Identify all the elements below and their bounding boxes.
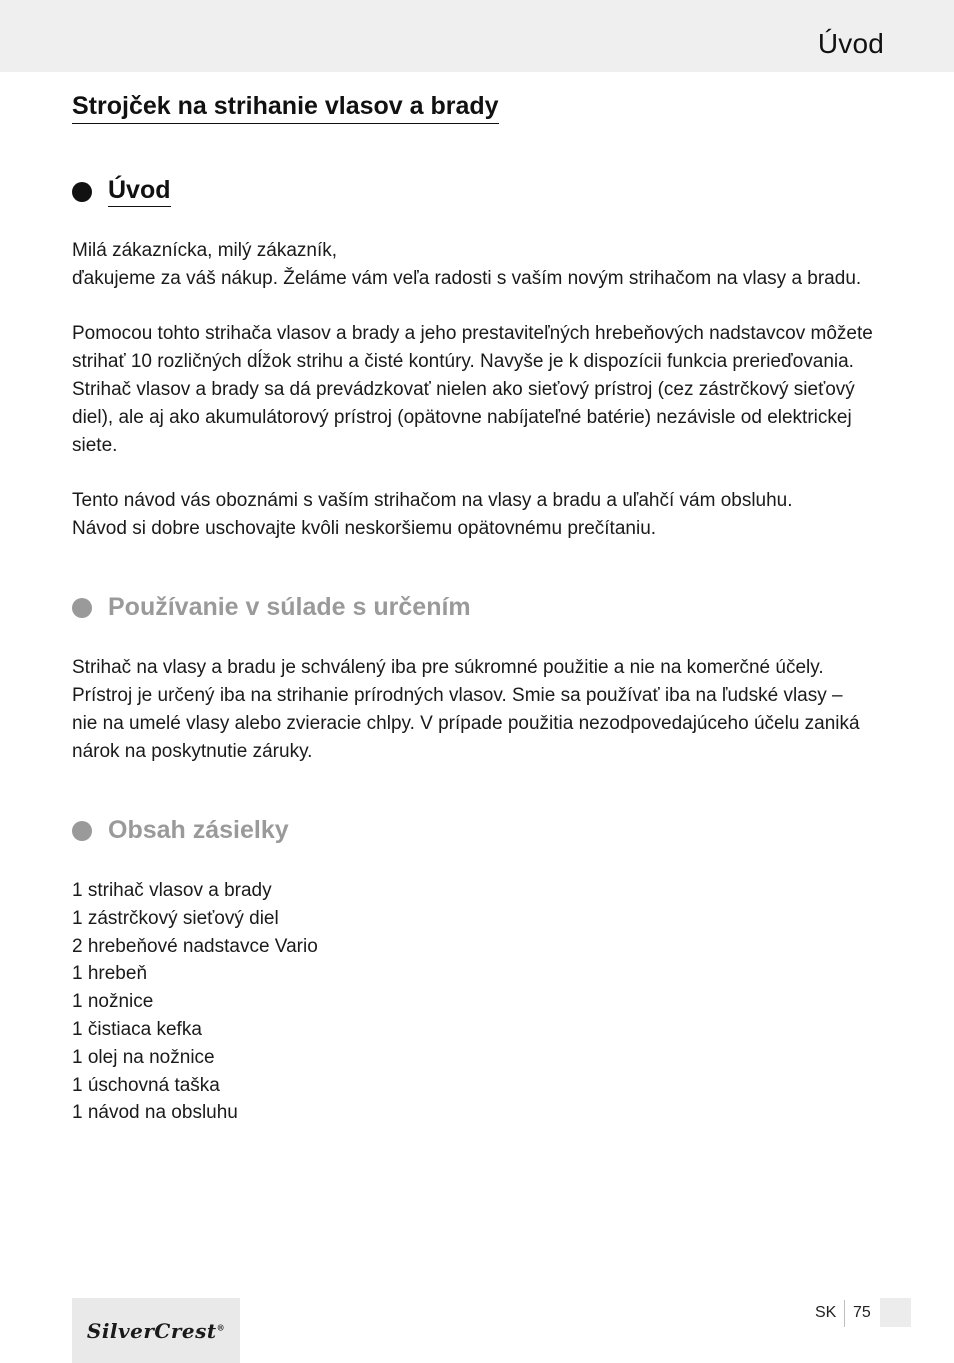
- text-line: nárok na poskytnutie záruky.: [72, 741, 313, 762]
- text-line: Strihač na vlasy a bradu je schválený iba pre súkromné použitie a nie na komerčné účely.: [72, 657, 824, 678]
- usage-paragraph: [72, 654, 887, 766]
- document-title: Strojček na strihanie vlasov a brady: [72, 92, 499, 124]
- intro-paragraph-1: [72, 237, 887, 293]
- section-heading-intro: [72, 176, 171, 207]
- section-heading-usage: [72, 593, 471, 622]
- brand-logo: [72, 1298, 240, 1363]
- list-item: 1 hrebeň: [72, 963, 148, 985]
- text-line: diel), ale aj ako akumulátorový prístroj (opätovne nabíjateľné batérie) nezávisle od elektrickej: [72, 407, 852, 428]
- list-item: 1 nožnice: [72, 991, 154, 1013]
- list-item: 1 zástrčkový sieťový diel: [72, 907, 279, 929]
- registered-mark: ®: [216, 1321, 226, 1332]
- text-line: Prístroj je určený iba na strihanie prírodných vlasov. Smie sa používať iba na ľudské vlasy –: [72, 685, 843, 706]
- list-item: 1 olej na nožnice: [72, 1046, 215, 1068]
- logo-wordmark: SilverCrest: [86, 1318, 217, 1343]
- text-line: Pomocou tohto strihača vlasov a brady a jeho prestaviteľných hrebeňových nadstavcov môžete: [72, 323, 873, 344]
- section-title-usage: Používanie v súlade s určením: [108, 593, 471, 621]
- logo-text: [87, 1319, 225, 1343]
- text-line: siete.: [72, 435, 118, 456]
- text-line: Milá zákaznícka, milý zákazník,: [72, 240, 338, 261]
- language-code: SK: [815, 1304, 837, 1321]
- text-line: nie na umelé vlasy alebo zvieracie chlpy. V prípade použitia nezodpovedajúceho účelu zaniká: [72, 713, 860, 734]
- list-item: 1 úschovná taška: [72, 1074, 220, 1096]
- list-item: 1 návod na obsluhu: [72, 1102, 238, 1124]
- footer-divider: [844, 1300, 845, 1327]
- text-line: ďakujeme za váš nákup. Želáme vám veľa radosti s vaším novým strihačom na vlasy a bradu.: [72, 268, 862, 289]
- list-item: 1 čistiaca kefka: [72, 1018, 202, 1040]
- list-item: 2 hrebeňové nadstavce Vario: [72, 935, 318, 957]
- contents-list: [72, 877, 318, 1127]
- bullet-icon: [72, 598, 92, 618]
- list-item: 1 strihač vlasov a brady: [72, 880, 272, 901]
- section-heading-contents: [72, 816, 289, 845]
- header-band: [0, 0, 954, 72]
- footer-tab: [880, 1298, 911, 1327]
- bullet-icon: [72, 821, 92, 841]
- intro-paragraph-3: [72, 487, 887, 543]
- text-line: strihať 10 rozličných dĺžok strihu a čisté kontúry. Navyše je k dispozícii funkcia prerieďovania.: [72, 351, 854, 372]
- text-line: Návod si dobre uschovajte kvôli neskoršiemu opätovnému prečítaniu.: [72, 518, 657, 539]
- text-line: Strihač vlasov a brady sa dá prevádzkovať nielen ako sieťový prístroj (cez zástrčkový sieťový: [72, 379, 855, 400]
- page-number: 75: [853, 1304, 871, 1321]
- header-title: Úvod: [817, 28, 884, 59]
- bullet-icon: [72, 182, 92, 202]
- intro-paragraph-2: [72, 320, 887, 460]
- section-title-intro: Úvod: [108, 176, 171, 207]
- section-title-contents: Obsah zásielky: [108, 816, 289, 844]
- text-line: Tento návod vás oboznámi s vaším strihačom na vlasy a bradu a uľahčí vám obsluhu.: [72, 490, 793, 511]
